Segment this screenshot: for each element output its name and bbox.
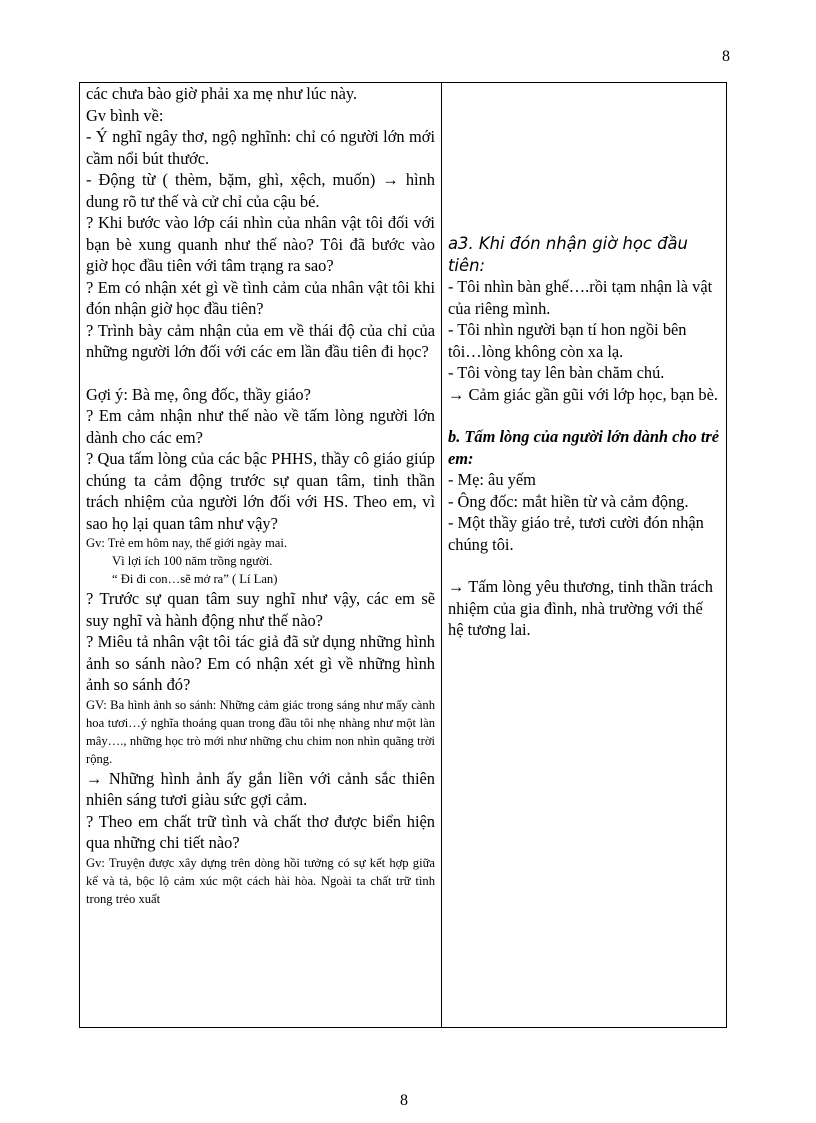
paragraph: Gv: Truyện được xây dựng trên dòng hồi tưởng có sự kết hợp giữa kể và tả, bộc lộ cảm xúc một cách hài hòa. Ngoài ta chất trữ tình trong trẻo xuất xyxy=(86,855,435,906)
left-column-content xyxy=(86,83,435,908)
paragraph: Gv bình về: xyxy=(86,105,164,125)
section-b-heading: b. Tấm lòng của người lớn dành cho trẻ em: xyxy=(448,427,720,468)
paragraph: “ Đi đi con…sẽ mở ra” ( Lí Lan) xyxy=(112,572,278,586)
paragraph: ? Em có nhận xét gì về tình cảm của nhân vật tôi khi đón nhận giờ học đầu tiên? xyxy=(86,277,435,318)
paragraph: → Những hình ảnh ấy gắn liền với cảnh sắc thiên nhiên sáng tươi giàu sức gợi cảm. xyxy=(86,768,435,809)
b-item: - Một thầy giáo trẻ, tươi cười đón nhận chúng tôi. xyxy=(448,513,704,554)
teacher-activity-column xyxy=(80,83,442,1028)
a3-item: → Cảm giác gần gũi với lớp học, bạn bè. xyxy=(448,384,718,404)
paragraph: ? Khi bước vào lớp cái nhìn của nhân vật tôi đối với bạn bè xung quanh như thế nào? Tôi đã bước vào giờ học đầu tiên với tâm trạng ra sao? xyxy=(86,213,435,275)
lesson-table xyxy=(79,82,727,1028)
table-row xyxy=(80,83,727,1028)
section-a3-heading: a3. Khi đón nhận giờ học đầu tiên: xyxy=(448,234,688,275)
paragraph: - Ý nghĩ ngây thơ, ngộ nghĩnh: chỉ có người lớn mới cầm nổi bút thước. xyxy=(86,127,435,168)
paragraph: Gv: Trẻ em hôm nay, thế giới ngày mai. xyxy=(86,536,288,550)
paragraph: ? Trước sự quan tâm suy nghĩ như vậy, các em sẽ suy nghĩ và hành động như thế nào? xyxy=(86,589,435,630)
a3-item: - Tôi nhìn người bạn tí hon ngồi bên tôi…lòng không còn xa lạ. xyxy=(448,320,687,361)
paragraph: - Động từ ( thèm, bặm, ghì, xệch, muốn) → hình dung rõ tư thế và cử chỉ của cậu bé. xyxy=(86,170,435,211)
spacer xyxy=(86,363,435,384)
page-number-top: 8 xyxy=(722,48,730,65)
section-b-conclusion: → Tấm lòng yêu thương, tinh thần trách nhiệm của gia đình, nhà trường với thế hệ tương lai. xyxy=(448,577,713,639)
page-number-bottom: 8 xyxy=(400,1092,408,1109)
b-item: - Mẹ: âu yếm xyxy=(448,470,536,489)
a3-item: - Tôi nhìn bàn ghế….rồi tạm nhận là vật của riêng mình. xyxy=(448,277,713,318)
paragraph: Vì lợi ích 100 năm trồng người. xyxy=(112,554,273,568)
paragraph: GV: Ba hình ảnh so sánh: Những cảm giác trong sáng như mấy cành hoa tươi…ý nghĩa thoáng quan trong đầu tôi nhẹ nhàng như một làn mây…., những học trò mới như những chu chim non nhìn quãng trời rộng. xyxy=(86,697,435,766)
right-top-spacer xyxy=(448,83,720,233)
paragraph: ? Trình bày cảm nhận của em về thái độ của chỉ của những người lớn đối với các em lần đầu tiên đi học? xyxy=(86,320,435,361)
paragraph: ? Miêu tả nhân vật tôi tác giả đã sử dụng những hình ảnh so sánh nào? Em có nhận xét gì về những hình ảnh so sánh đó? xyxy=(86,632,435,694)
paragraph: ? Qua tấm lòng của các bậc PHHS, thầy cô giáo giúp chúng ta cảm động trước sự quan tâm, tinh thần trách nhiệm của người lớn đối với HS. Theo em, vì sao họ lại quan tâm như vậy? xyxy=(86,449,435,533)
b-item: - Ông đốc: mắt hiền từ và cảm động. xyxy=(448,491,689,511)
paragraph: các chưa bào giờ phải xa mẹ như lúc này. xyxy=(86,84,358,103)
paragraph: Gợi ý: Bà mẹ, ông đốc, thầy giáo? xyxy=(86,384,311,404)
paragraph: ? Theo em chất trữ tình và chất thơ được biển hiện qua những chi tiết nào? xyxy=(86,811,435,852)
a3-item: - Tôi vòng tay lên bàn chăm chú. xyxy=(448,363,665,382)
paragraph: ? Em cảm nhận như thế nào về tấm lòng người lớn dành cho các em? xyxy=(86,406,435,447)
content-column xyxy=(442,83,727,1028)
